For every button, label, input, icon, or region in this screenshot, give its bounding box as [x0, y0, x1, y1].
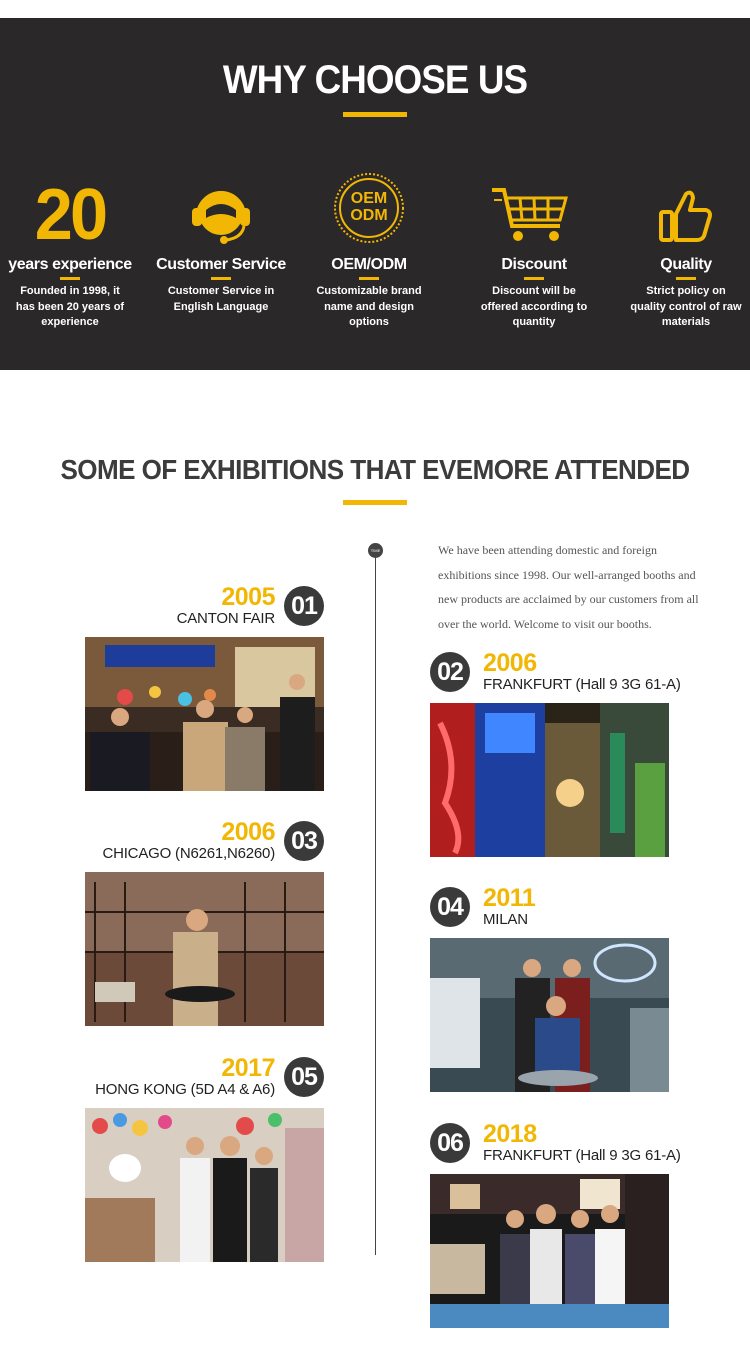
entry-place: CANTON FAIR: [176, 610, 275, 627]
exhibitions-title: SOME OF EXHIBITIONS THAT EVEMORE ATTENDED: [60, 454, 690, 485]
feature-desc: Founded in 1998, it has been 20 years of experience: [15, 285, 125, 328]
feature-bar: [211, 277, 231, 280]
feature-quality: [628, 176, 744, 331]
entry-year: 2006: [483, 649, 537, 677]
feature-title: Quality: [660, 256, 712, 273]
feature-title: Customer Service: [156, 256, 286, 273]
shopping-cart-icon: [468, 176, 600, 256]
entry-number-badge: 04: [430, 887, 470, 927]
badge-line-1: OEM: [350, 190, 388, 207]
exhibitions-intro: We have been attending domestic and foreign exhibitions since 1998. Our well-arranged booths and new products are acclaimed by our customers from all over the world. Welcome to visit our booths.: [438, 543, 699, 631]
exhibition-photo-04: [430, 938, 669, 1092]
big-number: 20: [34, 175, 106, 255]
entry-text: [177, 585, 275, 627]
feature-bar: [60, 277, 80, 280]
feature-desc: Customizable brand name and design options: [316, 285, 422, 328]
feature-customer-service: [155, 176, 287, 315]
why-title-underline: [343, 112, 407, 117]
entry-text: [483, 886, 535, 928]
feature-years: [5, 176, 135, 331]
years-20-icon: [5, 176, 135, 256]
feature-bar: [676, 277, 696, 280]
entry-text: [483, 1122, 681, 1164]
entry-text: [483, 651, 681, 693]
entry-year: 2006: [221, 818, 275, 846]
entry-number-badge: 06: [430, 1123, 470, 1163]
entry-year: 2018: [483, 1120, 537, 1148]
feature-desc: Customer Service in English Language: [167, 285, 275, 313]
feature-title: OEM/ODM: [331, 256, 407, 273]
headset-icon: [155, 176, 287, 256]
badge-line-2: ODM: [350, 207, 388, 224]
entry-place: FRANKFURT (Hall 9 3G 61-A): [483, 676, 681, 693]
why-choose-us-section: [0, 18, 750, 370]
timeline-dot: TIME: [368, 543, 383, 558]
entry-text: [95, 1056, 275, 1098]
exhibition-entry-03: [85, 820, 325, 865]
exhibition-photo-01: [85, 637, 324, 791]
entry-year: 2011: [483, 884, 536, 912]
entry-number-badge: 02: [430, 652, 470, 692]
exhibition-entry-01: [85, 585, 325, 630]
feature-bar: [524, 277, 544, 280]
entry-number-badge: 01: [284, 586, 324, 626]
feature-bar: [359, 277, 379, 280]
feature-discount: [468, 176, 600, 331]
entry-place: CHICAGO (N6261,N6260): [102, 845, 275, 862]
thumbs-up-icon: [628, 176, 744, 256]
exhibitions-title-underline: [343, 500, 407, 505]
entry-place: MILAN: [483, 911, 528, 928]
feature-desc: Strict policy on quality control of raw materials: [630, 285, 742, 328]
feature-oem-odm: [305, 176, 433, 331]
entry-number-badge: 05: [284, 1057, 324, 1097]
entry-year: 2017: [221, 1054, 275, 1082]
feature-desc: Discount will be offered according to quantity: [480, 285, 588, 328]
why-title: WHY CHOOSE US: [222, 58, 528, 102]
exhibition-entry-02: [430, 651, 690, 696]
entry-text: [102, 820, 275, 862]
exhibition-entry-04: [430, 886, 690, 931]
exhibition-photo-02: [430, 703, 669, 857]
exhibition-entry-06: [430, 1122, 690, 1167]
exhibition-entry-05: [85, 1056, 325, 1101]
timeline-line: [375, 555, 376, 1255]
oem-odm-badge-icon: [305, 176, 433, 256]
entry-number-badge: 03: [284, 821, 324, 861]
feature-title: years experience: [8, 256, 132, 273]
entry-year: 2005: [221, 583, 275, 611]
exhibition-photo-05: [85, 1108, 324, 1262]
exhibition-photo-06: [430, 1174, 669, 1328]
exhibition-photo-03: [85, 872, 324, 1026]
entry-place: HONG KONG (5D A4 & A6): [95, 1081, 275, 1098]
feature-title: Discount: [501, 256, 567, 273]
entry-place: FRANKFURT (Hall 9 3G 61-A): [483, 1147, 681, 1164]
